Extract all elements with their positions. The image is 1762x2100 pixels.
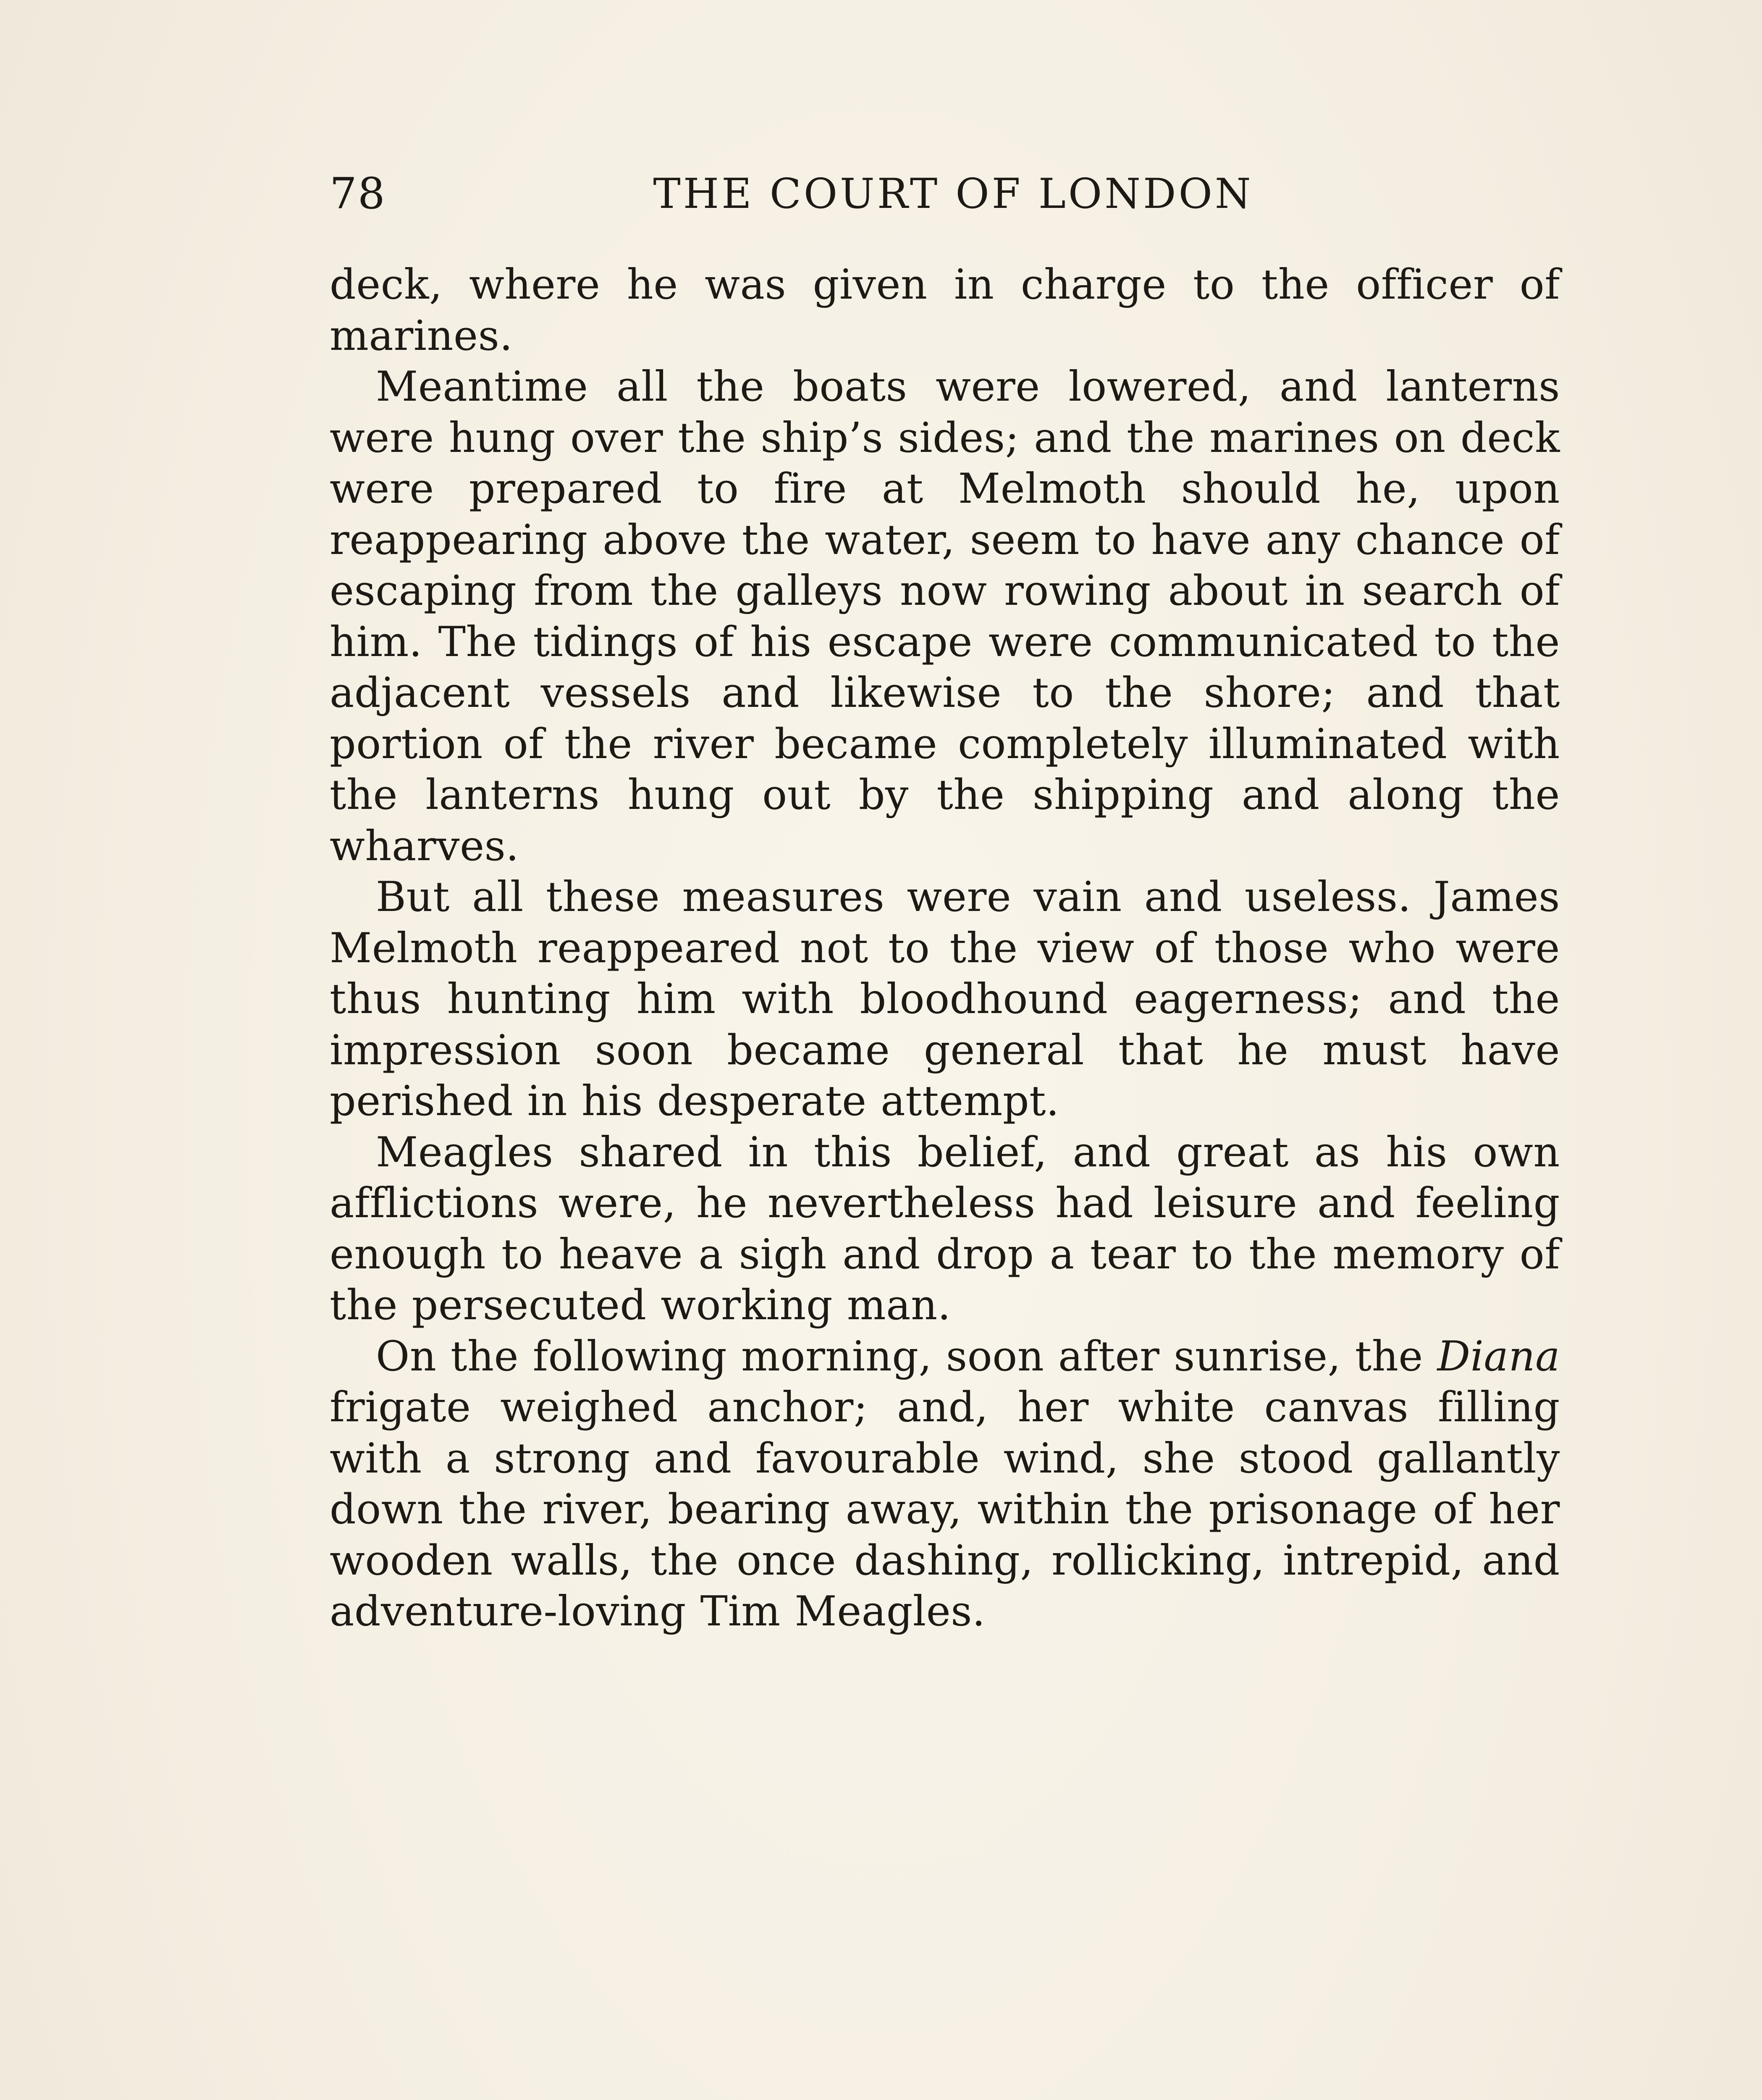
paragraph-text: On the following morning, soon after sunrise, the [376,1332,1437,1381]
paragraph-text: But all these measures were vain and useless. James Melmoth reappeared not to the view of those who were thus hunting him with bloodhound eagerness; and the impression soon became general that he must have perished in his desperate attempt. [330,873,1560,1125]
paragraph-text: Meagles shared in this belief, and great as his own afflictions were, he nevertheless had leisure and feeling enough to heave a sigh and drop a tear to the memory of the persecuted working man. [330,1128,1560,1329]
page-header [330,165,1560,223]
paragraph-text-after: frigate weighed anchor; and, her white canvas filling with a strong and favourable wind, she stood gallantly down the river, bearing away, within the prisonage of her wooden walls, the once dashing, rollicking, intrepid, and adventure-loving Tim Meagles. [330,1383,1560,1635]
paragraph [330,1331,1560,1638]
body-text [330,260,1560,1638]
running-head: THE COURT OF LONDON [653,170,1253,218]
paragraph-text: Meantime all the boats were lowered, and lanterns were hung over the ship’s sides; and the marines on deck were prepared to fire at Melmoth should he, upon reappearing above the water, seem to have any chance of escaping from the galleys now rowing about in search of him. The tidings of his escape were communicated to the adjacent vessels and likewise to the shore; and that portion of the river became completely illuminated with the lanterns hung out by the shipping and along the wharves. [330,363,1560,870]
paragraph [330,260,1560,362]
paragraph [330,872,1560,1127]
page-number: 78 [330,169,386,219]
paragraph [330,362,1560,872]
paragraph-text: deck, where he was given in charge to the officer of marines. [330,261,1560,360]
paragraph [330,1127,1560,1331]
paragraph-italic-ship-name: Diana [1437,1332,1560,1381]
